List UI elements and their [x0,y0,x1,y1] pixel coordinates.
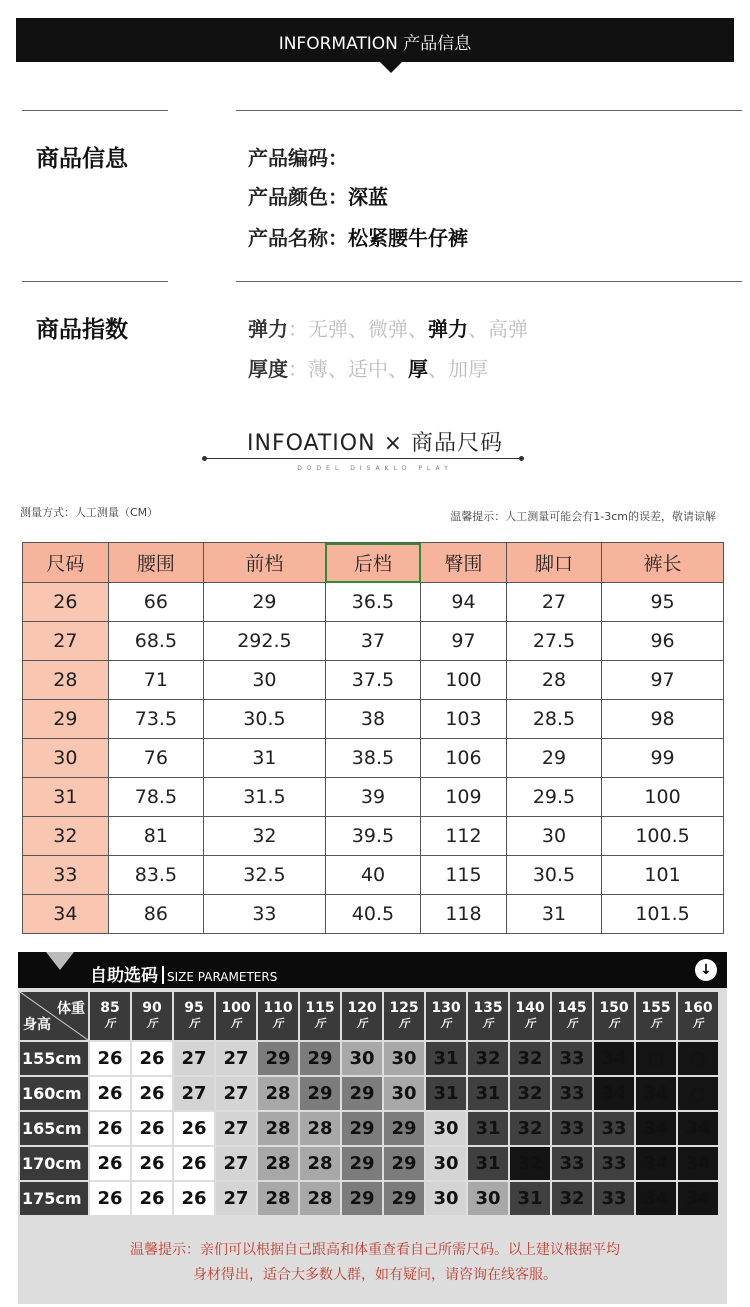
recommended-size-cell: 28 [258,1182,298,1215]
measure-cell: 73.5 [108,700,203,739]
product-info-title: 商品信息 [36,146,128,172]
measure-cell: 29 [506,739,601,778]
product-index-title: 商品指数 [36,317,128,343]
weight-unit: 斤 [650,1017,662,1030]
recommended-size-cell: 26 [174,1147,214,1180]
product-code-line [248,142,348,171]
recommended-size-cell: 30 [426,1112,466,1145]
corner-cell [20,992,88,1040]
recommended-size-cell: 26 [132,1042,172,1075]
recommended-size-cell: 31 [468,1112,508,1145]
recommended-size-cell: 33 [552,1147,592,1180]
recommended-size-cell: 26 [132,1112,172,1145]
tolerance-note: 温馨提示：人工测量可能会有1-3cm的误差，敬请谅解 [450,510,716,523]
recommended-size-cell: 34 [678,1147,718,1180]
recommended-size-cell: 32 [468,1042,508,1075]
measure-cell: 118 [421,895,507,934]
recommended-size-cell: 32 [552,1182,592,1215]
weight-value: 155 [641,1000,671,1016]
weight-unit: 斤 [356,1017,368,1030]
header-arrow-icon [380,62,402,73]
selection-title-text: 自助选码 [90,966,158,986]
measure-cell: 27.5 [506,622,601,661]
recommended-size-cell: 27 [216,1112,256,1145]
elasticity-opt-4: 高弹 [488,317,528,341]
weight-header-cell [342,992,382,1040]
weight-value: 110 [263,1000,293,1016]
size-cell: 29 [23,700,109,739]
recommended-size-cell: 34 [678,1182,718,1215]
height-label: 165cm [20,1112,88,1145]
measure-cell: 37 [325,622,420,661]
weight-value: 100 [221,1000,251,1016]
size-table-row [23,661,724,700]
height-row [20,1112,718,1145]
weight-header-row [20,992,718,1040]
recommended-size-cell: 30 [384,1042,424,1075]
recommended-size-cell: 34 [594,1042,634,1075]
recommended-size-cell: 33 [552,1042,592,1075]
recommended-size-cell: 31 [426,1042,466,1075]
measure-cell: 30 [506,817,601,856]
measure-cell: 112 [421,817,507,856]
height-label: 170cm [20,1147,88,1180]
weight-unit: 斤 [272,1017,284,1030]
height-label: 160cm [20,1077,88,1110]
elasticity-sep: ： [288,317,308,341]
size-section-rule [204,458,522,459]
height-row [20,1042,718,1075]
weight-unit: 斤 [440,1017,452,1030]
measure-cell: 30.5 [204,700,326,739]
col-header-length: 裤长 [602,543,724,583]
divider [22,281,168,282]
recommended-size-cell: 27 [174,1077,214,1110]
elasticity-label: 弹力 [248,317,288,341]
chevron-down-circle-icon[interactable]: ↓ [695,959,717,981]
measure-cell: 27 [506,583,601,622]
measure-cell: 31 [506,895,601,934]
weight-unit: 斤 [524,1017,536,1030]
weight-unit: 斤 [398,1017,410,1030]
product-color-value: 深蓝 [348,185,388,209]
corner-height-label: 身高 [23,1017,51,1033]
recommended-size-cell: 31 [468,1077,508,1110]
measure-cell: 81 [108,817,203,856]
weight-header-cell [552,992,592,1040]
measure-cell: 40.5 [325,895,420,934]
size-cell: 30 [23,739,109,778]
size-table-row [23,583,724,622]
weight-unit: 斤 [104,1017,116,1030]
thickness-opt-1: 薄 [308,357,328,381]
elasticity-line: 弹力：无弹、微弹、弹力、高弹 [248,317,528,341]
size-cell: 28 [23,661,109,700]
measure-cell: 86 [108,895,203,934]
recommended-size-cell: 29 [342,1077,382,1110]
size-cell: 32 [23,817,109,856]
measure-cell: 101 [602,856,724,895]
measure-cell: 100.5 [602,817,724,856]
product-name-label: 产品名称： [248,226,348,250]
recommended-size-cell: 28 [258,1077,298,1110]
recommended-size-cell: 26 [174,1112,214,1145]
recommended-size-cell: 30 [342,1042,382,1075]
weight-header-cell [468,992,508,1040]
size-cell: 27 [23,622,109,661]
measure-cell: 31.5 [204,778,326,817]
size-table-row [23,739,724,778]
measure-cell: 39 [325,778,420,817]
recommended-size-cell: 32 [510,1042,550,1075]
weight-header-cell [594,992,634,1040]
recommended-size-cell: 33 [594,1112,634,1145]
measure-cell: 98 [602,700,724,739]
weight-value: 130 [431,1000,461,1016]
selection-subtitle: SIZE PARAMETERS [167,970,278,984]
measure-cell: 100 [602,778,724,817]
measure-cell: 103 [421,700,507,739]
elasticity-opt-2: 微弹 [368,317,408,341]
recommended-size-cell: 30 [468,1182,508,1215]
product-color-label: 产品颜色： [248,185,348,209]
recommended-size-cell: 28 [258,1147,298,1180]
col-header-hem: 脚口 [506,543,601,583]
weight-value: 135 [473,1000,503,1016]
recommended-size-cell: ○ [678,1077,718,1110]
thickness-opt-4: 加厚 [448,357,488,381]
recommended-size-cell: 27 [216,1182,256,1215]
recommended-size-cell: 30 [426,1147,466,1180]
recommended-size-cell: 26 [90,1112,130,1145]
measure-cell: 30 [204,661,326,700]
recommended-size-cell: 33 [594,1147,634,1180]
bottom-tip [40,1238,710,1288]
divider [236,281,742,282]
recommended-size-cell: 29 [342,1112,382,1145]
measure-cell: 100 [421,661,507,700]
recommended-size-cell: 31 [510,1182,550,1215]
weight-value: 140 [515,1000,545,1016]
weight-value: 85 [100,1000,120,1016]
measure-cell: 36.5 [325,583,420,622]
recommended-size-cell: 32 [510,1112,550,1145]
height-row [20,1147,718,1180]
recommended-size-cell: 32 [510,1147,550,1180]
recommended-size-cell: 29 [342,1147,382,1180]
product-code-label: 产品编码： [248,146,348,170]
size-section-caption: DODEL DISAKLD PLAY [297,465,453,472]
size-table-row [23,700,724,739]
measure-cell: 115 [421,856,507,895]
measure-cell: 33 [204,895,326,934]
size-table-row [23,778,724,817]
weight-unit: 斤 [482,1017,494,1030]
measure-cell: 30.5 [506,856,601,895]
size-table-header-row [23,543,724,583]
thickness-sep: ： [288,357,308,381]
size-section-title: INFOATION × 商品尺码 [247,431,503,456]
product-name-value: 松紧腰牛仔裤 [348,226,468,250]
measure-cell: 29.5 [506,778,601,817]
elasticity-opt-1: 无弹 [308,317,348,341]
measure-cell: 97 [421,622,507,661]
measure-cell: 68.5 [108,622,203,661]
corner-weight-label: 体重 [57,1001,85,1017]
thickness-label: 厚度 [248,357,288,381]
recommended-size-cell: 30 [384,1077,424,1110]
measure-cell: 71 [108,661,203,700]
recommended-size-cell: 29 [300,1042,340,1075]
col-header-front-rise: 前档 [204,543,326,583]
weight-header-cell [384,992,424,1040]
weight-value: 145 [557,1000,587,1016]
recommended-size-cell: 26 [132,1147,172,1180]
weight-unit: 斤 [230,1017,242,1030]
recommended-size-cell: 34 [636,1147,676,1180]
recommended-size-cell: 29 [342,1182,382,1215]
product-name-line [248,222,468,251]
recommended-size-cell: 26 [90,1147,130,1180]
recommended-size-cell: 28 [300,1182,340,1215]
weight-value: 120 [347,1000,377,1016]
col-header-back-rise: 后档 [325,543,420,583]
recommended-size-cell: 26 [90,1042,130,1075]
weight-header-cell [678,992,718,1040]
recommended-size-cell: 26 [90,1182,130,1215]
size-cell: 34 [23,895,109,934]
selection-header [18,952,727,988]
size-cell: 31 [23,778,109,817]
header-title: INFORMATION 产品信息 [278,34,472,54]
header-notch-icon [46,952,74,970]
col-header-size: 尺码 [23,543,109,583]
recommended-size-cell: 27 [216,1042,256,1075]
measure-cell: 28.5 [506,700,601,739]
recommended-size-cell: 28 [258,1112,298,1145]
recommended-size-cell: 28 [300,1147,340,1180]
recommended-size-cell: ○ [678,1042,718,1075]
measure-cell: 32 [204,817,326,856]
measure-cell: 28 [506,661,601,700]
recommended-size-cell: 34 [594,1077,634,1110]
recommended-size-cell: 34 [636,1077,676,1110]
size-table-row [23,817,724,856]
recommended-size-cell: 33 [552,1112,592,1145]
recommended-size-cell: 28 [300,1112,340,1145]
weight-header-cell [510,992,550,1040]
weight-unit: 斤 [608,1017,620,1030]
weight-header-cell [174,992,214,1040]
measure-cell: 99 [602,739,724,778]
thickness-opt-3-selected: 厚 [408,357,428,381]
weight-value: 150 [599,1000,629,1016]
measure-cell: 96 [602,622,724,661]
tip-line-1: 温馨提示：亲们可以根据自己跟高和体重查看自己所需尺码。以上建议根据平均 [130,1242,620,1258]
weight-header-cell [636,992,676,1040]
weight-header-cell [258,992,298,1040]
measure-cell: 38 [325,700,420,739]
measure-cell: 97 [602,661,724,700]
height-label: 175cm [20,1182,88,1215]
recommended-size-cell: ○ [636,1042,676,1075]
size-table-row [23,856,724,895]
weight-unit: 斤 [314,1017,326,1030]
size-table-row [23,622,724,661]
weight-header-cell [90,992,130,1040]
size-cell: 26 [23,583,109,622]
thickness-line: 厚度：薄、适中、厚、加厚 [248,357,488,381]
recommended-size-cell: 30 [426,1182,466,1215]
size-table-row [23,895,724,934]
measure-cell: 29 [204,583,326,622]
measure-cell: 32.5 [204,856,326,895]
recommended-size-cell: 29 [384,1182,424,1215]
measure-cell: 292.5 [204,622,326,661]
divider [22,110,168,111]
weight-unit: 斤 [692,1017,704,1030]
measure-cell: 83.5 [108,856,203,895]
col-header-waist: 腰围 [108,543,203,583]
divider [236,110,742,111]
recommended-size-cell: 27 [216,1077,256,1110]
measure-cell: 39.5 [325,817,420,856]
measure-cell: 106 [421,739,507,778]
weight-unit: 斤 [566,1017,578,1030]
weight-header-cell [132,992,172,1040]
measure-cell: 40 [325,856,420,895]
measure-cell: 101.5 [602,895,724,934]
weight-value: 115 [305,1000,335,1016]
height-label: 155cm [20,1042,88,1075]
thickness-opt-2: 适中 [348,357,388,381]
weight-unit: 斤 [146,1017,158,1030]
tip-line-2: 身材得出，适合大多数人群，如有疑问，请咨询在线客服。 [193,1267,557,1283]
measure-cell: 94 [421,583,507,622]
weight-unit: 斤 [188,1017,200,1030]
recommended-size-cell: 26 [132,1182,172,1215]
measure-cell: 38.5 [325,739,420,778]
recommended-size-cell: 27 [216,1147,256,1180]
height-row [20,1077,718,1110]
selection-title [90,961,277,986]
selection-grid [18,990,720,1217]
measure-cell: 109 [421,778,507,817]
recommended-size-cell: 29 [258,1042,298,1075]
measure-cell: 31 [204,739,326,778]
information-header [16,18,734,62]
recommended-size-cell: 34 [678,1112,718,1145]
product-color-line [248,181,388,210]
recommended-size-cell: 26 [174,1182,214,1215]
measure-cell: 76 [108,739,203,778]
weight-value: 160 [683,1000,713,1016]
recommended-size-cell: 27 [174,1042,214,1075]
measure-note: 测量方式：人工测量（CM） [20,506,159,519]
recommended-size-cell: 33 [552,1077,592,1110]
weight-header-cell [216,992,256,1040]
recommended-size-cell: 33 [594,1182,634,1215]
measure-cell: 95 [602,583,724,622]
recommended-size-cell: 29 [384,1147,424,1180]
weight-value: 95 [184,1000,204,1016]
recommended-size-cell: 29 [300,1077,340,1110]
recommended-size-cell: 26 [132,1077,172,1110]
weight-value: 90 [142,1000,162,1016]
size-table [22,542,724,934]
recommended-size-cell: 31 [468,1147,508,1180]
height-row [20,1182,718,1215]
size-cell: 33 [23,856,109,895]
weight-header-cell [300,992,340,1040]
recommended-size-cell: 29 [384,1112,424,1145]
recommended-size-cell: 31 [426,1077,466,1110]
weight-header-cell [426,992,466,1040]
recommended-size-cell: 32 [510,1077,550,1110]
recommended-size-cell: 34 [636,1112,676,1145]
measure-cell: 78.5 [108,778,203,817]
elasticity-opt-3-selected: 弹力 [428,317,468,341]
recommended-size-cell: 26 [90,1077,130,1110]
weight-value: 125 [389,1000,419,1016]
measure-cell: 66 [108,583,203,622]
measure-cell: 37.5 [325,661,420,700]
recommended-size-cell: 34 [636,1182,676,1215]
col-header-hip: 臀围 [421,543,507,583]
